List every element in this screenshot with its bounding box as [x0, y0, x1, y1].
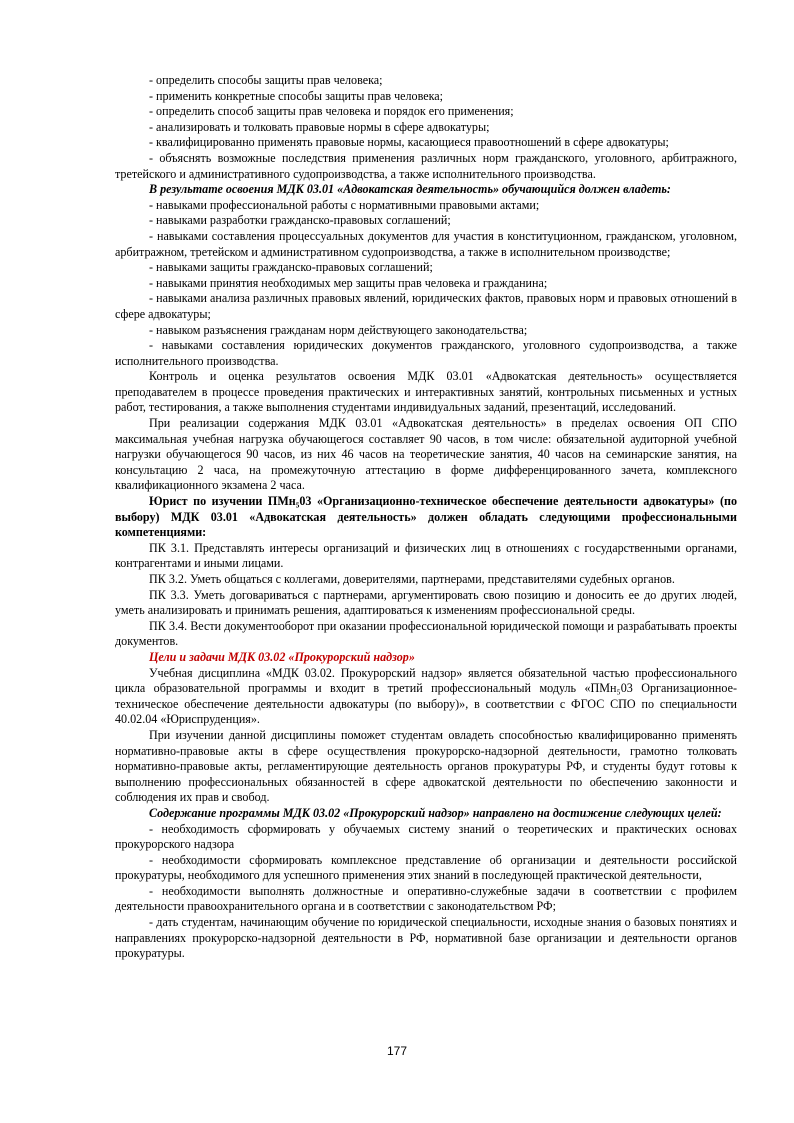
competency-pk-3-1: ПК 3.1. Представлять интересы организаций и физических лиц в отношениях с государственными органами, контрагентами и иными лицами. [115, 540, 737, 571]
paragraph-discipline-description: Учебная дисциплина «МДК 03.02. Прокурорский надзор» является обязательной частью профессионального цикла образовательной программы и входит в третий профессиональный модуль «ПМн₅03 Организационное-техническое обеспечение деятельности адвокатуры (по выбору)», в соответствии с ФГОС СПО по специальности 40.02.04 «Юриспруденция». [115, 665, 737, 727]
bullet-goal-basic-knowledge: - дать студентам, начинающим обучение по юридической специальности, исходные знания о базовых понятиях и направлениях прокурорско-надзорной деятельности в РФ, нормативной базе организации и деятельности органов прокуратуры. [115, 915, 737, 961]
bullet-goal-official-tasks: - необходимости выполнять должностные и оперативно-служебные задачи в соответствии с профилем деятельности правоохранительного органа и в соответствии с законодательством РФ; [115, 883, 737, 914]
paragraph-workload: При реализации содержания МДК 03.01 «Адвокатская деятельность» в пределах освоения ОП СПО максимальная учебная нагрузка обучающегося составляет 90 часов, в том числе: обязательной аудиторной учебной нагрузки обучающегося 90 часов, из них 46 часов на теоретические занятия, 40 часов на семинарские занятия, на консультацию 2 часа, на промежуточную аттестацию в форме дифференцированного зачета, комплексного квалификационного экзамена 2 часа. [115, 416, 737, 493]
bullet-skill-protect-agreements: - навыками защиты гражданско-правовых соглашений; [149, 260, 433, 275]
bullet-skill-legal-docs: - навыками составления юридических документов гражданского, уголовного судопроизводства, а также исполнительного производства. [115, 338, 737, 368]
bullet-skill-explanation: - навыком разъяснения гражданам норм действующего законодательства; [149, 322, 528, 337]
section-heading-program-content: Содержание программы МДК 03.02 «Прокурорский надзор» направлено на достижение следующих целей: [149, 805, 722, 820]
section-heading-skills: В результате освоения МДК 03.01 «Адвокатская деятельность» обучающийся должен владеть: [149, 182, 671, 197]
paragraph-study-benefits: При изучении данной дисциплины поможет студентам овладеть способностью квалифицированно применять нормативно-правовые акты в сфере осуществления прокурорско-надзорной деятельности, грамотно толковать нормативно-правовые акты, регламентирующие деятельность органов прокуратуры РФ, и студенты будут готовы к выполнению профессиональных обязанностей в сфере адвокатской деятельности по обеспечению законности и соблюдения их прав и свобод. [115, 727, 737, 805]
document-body [115, 73, 737, 962]
paragraph-control-assessment: Контроль и оценка результатов освоения МДК 03.01 «Адвокатская деятельность» осуществляется преподавателем в процессе проведения практических и интерактивных занятий, контрольных письменных и устных работ, тестирования, а также выполнения студентами индивидуальных заданий, презентаций, исследований. [115, 369, 737, 415]
competency-pk-3-2: ПК 3.2. Уметь общаться с коллегами, доверителями, партнерами, представителями судебных органов. [149, 572, 675, 586]
bullet-explain-consequences: - объяснять возможные последствия применения различных норм гражданского, уголовного, арбитражного, третейского и административного судопроизводства, а также исполнительного производства. [115, 150, 737, 181]
bullet-goal-knowledge-system: - необходимость сформировать у обучаемых систему знаний о теоретических и практических основах прокурорского надзора [115, 821, 737, 852]
section-heading-competencies: Юрист по изучении ПМн₅03 «Организационно-техническое обеспечение деятельности адвокатуры» (по выбору) МДК 03.01 «Адвокатская деятельность» должен обладать следующими профессиональными компетенциями: [115, 494, 737, 540]
bullet-apply-methods: - применить конкретные способы защиты прав человека; [149, 88, 444, 103]
competency-pk-3-4: ПК 3.4. Вести документооборот при оказании профессиональной юридической помощи и разрабатывать проекты документов. [115, 618, 737, 649]
page-number: 177 [386, 1044, 408, 1058]
bullet-skill-procedural-docs: - навыками составления процессуальных документов для участия в конституционном, гражданском, уголовном, арбитражном, третейском и административном судопроизводства, а также в исполнительном производстве; [115, 228, 737, 259]
bullet-goal-comprehensive-view: - необходимости сформировать комплексное представление об организации и деятельности российской прокуратуры, необходимого для успешного применения этих знаний в последующей практической деятельности, [115, 852, 737, 883]
bullet-skill-normative-acts: - навыками профессиональной работы с нормативными правовыми актами; [149, 197, 540, 212]
bullet-skill-analysis: - навыками анализа различных правовых явлений, юридических фактов, правовых норм и правовых отношений в сфере адвокатуры; [115, 291, 737, 321]
bullet-skill-agreements: - навыками разработки гражданско-правовых соглашений; [149, 213, 451, 228]
bullet-determine-method-order: - определить способ защиты прав человека и порядок его применения; [149, 104, 514, 119]
bullet-analyze-norms: - анализировать и толковать правовые нормы в сфере адвокатуры; [149, 119, 490, 134]
bullet-apply-norms: - квалифицированно применять правовые нормы, касающиеся правоотношений в сфере адвокатуры; [149, 135, 669, 150]
section-heading-goals: Цели и задачи МДК 03.02 «Прокурорский надзор» [149, 649, 415, 664]
competency-pk-3-3: ПК 3.3. Уметь договариваться с партнерами, аргументировать свою позицию и доносить ее до других людей, уметь анализировать и принимать решения, адаптироваться к изменениям профессиональной среды. [115, 587, 737, 618]
bullet-skill-protection-measures: - навыками принятия необходимых мер защиты прав человека и гражданина; [149, 275, 548, 290]
bullet-determine-methods: - определить способы защиты прав человека; [149, 73, 383, 87]
